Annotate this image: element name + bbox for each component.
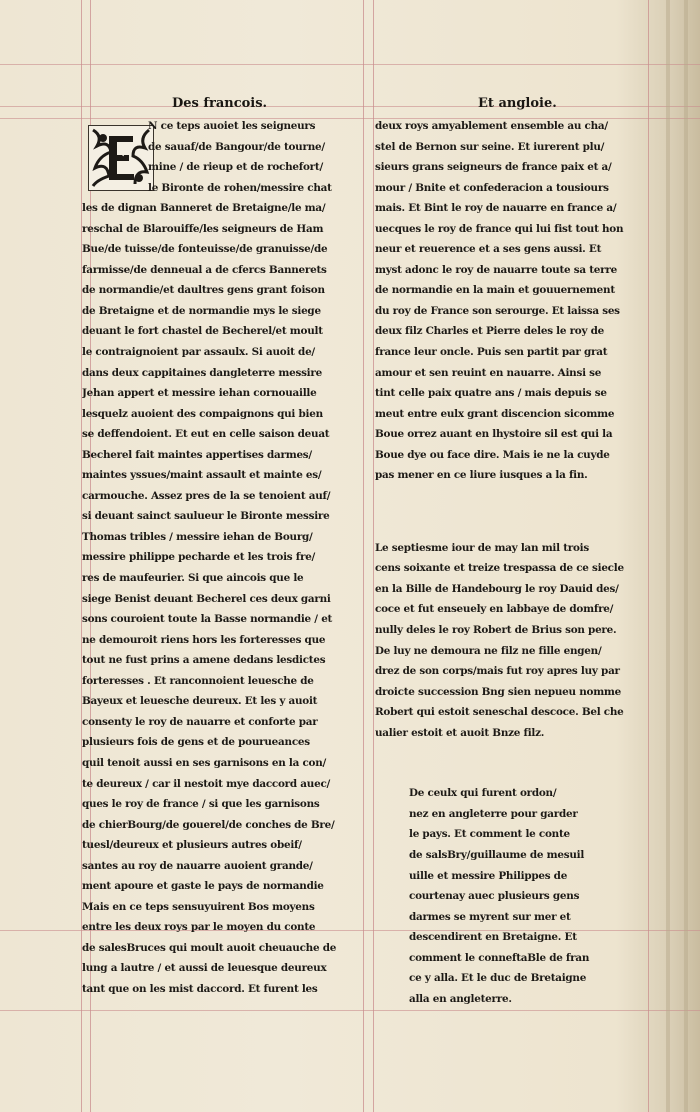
text-line: ce y alla. Et le duc de Bretaigne <box>409 972 587 985</box>
text-line: de Bretaigne et de normandie mys le siege <box>82 304 321 317</box>
text-line: deux filz Charles et Pierre deles le roy de <box>375 325 605 338</box>
text-line: tint celle paix quatre ans / mais depuis se <box>375 387 607 400</box>
right-text-column <box>375 116 650 1009</box>
text-line: tant que on les mist daccord. Et furent les <box>82 982 318 995</box>
text-line: reschal de Blarouiffe/les seigneurs de Ham <box>82 222 324 235</box>
paragraph-gap <box>375 486 650 538</box>
text-line: le contraignoient par assaulx. Si auoit de/ <box>82 346 315 359</box>
text-line: lung a lautre / et aussi de leuesque deureux <box>82 962 327 975</box>
text-line: carmouche. Assez pres de la se tenoient auf/ <box>82 489 331 502</box>
text-line: comment le conneftaBle de fran <box>409 951 590 964</box>
text-line: Boue orrez auant en lhystoire sil est qui la <box>375 428 613 441</box>
paragraph-king-david <box>375 538 650 743</box>
text-line: entre les deux roys par le moyen du conte <box>82 921 316 934</box>
paragraph-gap <box>375 743 650 783</box>
text-line: pas mener en ce liure iusques a la fin. <box>375 469 588 482</box>
text-line: farmisse/de denneual a de cfercs Bannerets <box>82 263 327 276</box>
text-line: de normandie en la main et gouuernement <box>375 284 615 297</box>
text-line: drez de son corps/mais fut roy apres luy par <box>375 665 620 678</box>
text-line: nez en angleterre pour garder <box>409 807 578 820</box>
text-line: tuesl/deureux et plusieurs autres obeif/ <box>82 839 302 852</box>
text-line: Robert qui estoit seneschal descoce. Bel che <box>375 706 624 719</box>
text-line: france leur oncle. Puis sen partit par grat <box>375 346 608 359</box>
text-line: de salsBry/guillaume de mesuil <box>409 848 585 861</box>
text-line: courtenay auec plusieurs gens <box>409 890 580 903</box>
text-line: de sauaf/de Bangour/de tourne/ <box>148 140 325 153</box>
text-line: amour et sen reuint en nauarre. Ainsi se <box>375 366 602 379</box>
text-line: ment apoure et gaste le pays de normandie <box>82 880 324 893</box>
left-text-column <box>82 116 362 1000</box>
text-line: De luy ne demoura ne filz ne fille engen/ <box>375 644 602 657</box>
ruling-line <box>373 0 374 1112</box>
text-line: nully deles le roy Robert de Brius son pere. <box>375 624 617 637</box>
text-line: mais. Et Bint le roy de nauarre en france a/ <box>375 202 617 215</box>
ruling-line <box>0 106 700 107</box>
text-line: maintes yssues/maint assault et mainte es/ <box>82 469 322 482</box>
paragraph-treaty <box>375 116 650 486</box>
text-line: tout ne fust prins a amene dedans lesdictes <box>82 654 326 667</box>
text-line: N ce teps auoiet les seigneurs <box>148 120 316 132</box>
text-line: de normandie/et daultres gens grant foison <box>82 284 325 297</box>
text-line: dans deux cappitaines dangleterre messire <box>82 366 322 379</box>
text-line: descendirent en Bretaigne. Et <box>409 931 577 944</box>
running-head-right: Et angloie. <box>478 96 557 111</box>
text-line: ne demouroit riens hors les forteresses que <box>82 633 326 646</box>
text-line: le Bironte de rohen/messire chat <box>148 181 332 194</box>
text-line: plusieurs fois de gens et de pourueances <box>82 736 310 749</box>
ruling-line <box>363 0 364 1112</box>
text-line: Le septiesme iour de may lan mil trois <box>375 541 589 554</box>
text-line: Mais en ce teps sensuyuirent Bos moyens <box>82 900 315 913</box>
text-line: forteresses . Et ranconnoient leuesche de <box>82 674 314 687</box>
text-line: en la Bille de Handebourg le roy Dauid des/ <box>375 582 619 595</box>
text-line: les de dignan Banneret de Bretaigne/le ma/ <box>82 202 326 215</box>
text-line: meut entre eulx grant discencion sicomme <box>375 407 615 420</box>
text-line: siege Benist deuant Becherel ces deux garni <box>82 592 331 605</box>
text-line: darmes se myrent sur mer et <box>409 910 571 923</box>
text-line: du roy de France son serourge. Et laissa ses <box>375 304 620 317</box>
text-line: si deuant sainct saulueur le Bironte messire <box>82 510 330 523</box>
text-line: sieurs grans seigneurs de france paix et a/ <box>375 161 612 174</box>
text-line: Bue/de tuisse/de fonteuisse/de granuisse/de <box>82 243 328 256</box>
page-edge <box>684 0 688 1112</box>
text-line: sons couroient toute la Basse normandie / et <box>82 613 333 626</box>
text-line: De ceulx qui furent ordon/ <box>409 787 557 800</box>
text-line: coce et fut enseuely en labbaye de domfre/ <box>375 603 614 616</box>
text-line: le pays. Et comment le conte <box>409 828 570 841</box>
ruling-line <box>0 64 700 65</box>
text-line: consenty le roy de nauarre et conforte par <box>82 715 318 728</box>
text-line: myst adonc le roy de nauarre toute sa terre <box>375 263 617 276</box>
text-line: res de maufeurier. Si que aincois que le <box>82 572 304 585</box>
text-line: neur et reuerence et a ses gens aussi. Et <box>375 243 602 256</box>
text-line: Jehan appert et messire iehan cornouaille <box>82 387 317 400</box>
text-line: Thomas tribles / messire iehan de Bourg/ <box>82 530 313 543</box>
text-line: quil tenoit aussi en ses garnisons en la con/ <box>82 756 327 769</box>
text-line: droicte succession Bng sien nepueu nomme <box>375 685 622 698</box>
text-line: alla en angleterre. <box>409 992 512 1005</box>
text-line: de chierBourg/de gouerel/de conches de Bre/ <box>82 818 335 831</box>
text-line: uille et messire Philippes de <box>409 869 568 882</box>
text-line: messire philippe pecharde et les trois fre/ <box>82 551 316 564</box>
text-line: te deureux / car il nestoit mye daccord auec/ <box>82 777 331 790</box>
running-head-left: Des francois. <box>172 96 268 111</box>
text-line: uecques le roy de france qui lui fist tout hon <box>375 222 624 235</box>
text-line: de salesBruces qui moult auoit cheuauche de <box>82 941 337 954</box>
text-line: mine / de rieup et de rochefort/ <box>148 161 323 174</box>
text-line: mour / Bnite et confederacion a tousiours <box>375 181 609 194</box>
text-line: cens soixante et treize trespassa de ce siecle <box>375 562 624 575</box>
text-line: stel de Bernon sur seine. Et iurerent plu/ <box>375 140 605 153</box>
chapter-heading <box>375 783 650 1009</box>
text-line: santes au roy de nauarre auoient grande/ <box>82 859 313 872</box>
text-line: se deffendoient. Et eut en celle saison deuat <box>82 428 330 441</box>
text-line: deuant le fort chastel de Becherel/et moult <box>82 325 323 338</box>
text-line: Bayeux et leuesche deureux. Et les y auoit <box>82 695 318 708</box>
text-line: lesquelz auoient des compaignons qui bien <box>82 407 323 420</box>
ruling-line <box>0 1010 700 1011</box>
text-line: Becherel fait maintes appertises darmes/ <box>82 448 312 461</box>
text-line: ualier estoit et auoit Bnze filz. <box>375 726 545 739</box>
page-edge <box>666 0 670 1112</box>
text-line: deux roys amyablement ensemble au cha/ <box>375 120 608 132</box>
text-line: ques le roy de france / si que les garnisons <box>82 798 320 811</box>
text-line: Boue dye ou face dire. Mais ie ne la cuyde <box>375 448 610 461</box>
